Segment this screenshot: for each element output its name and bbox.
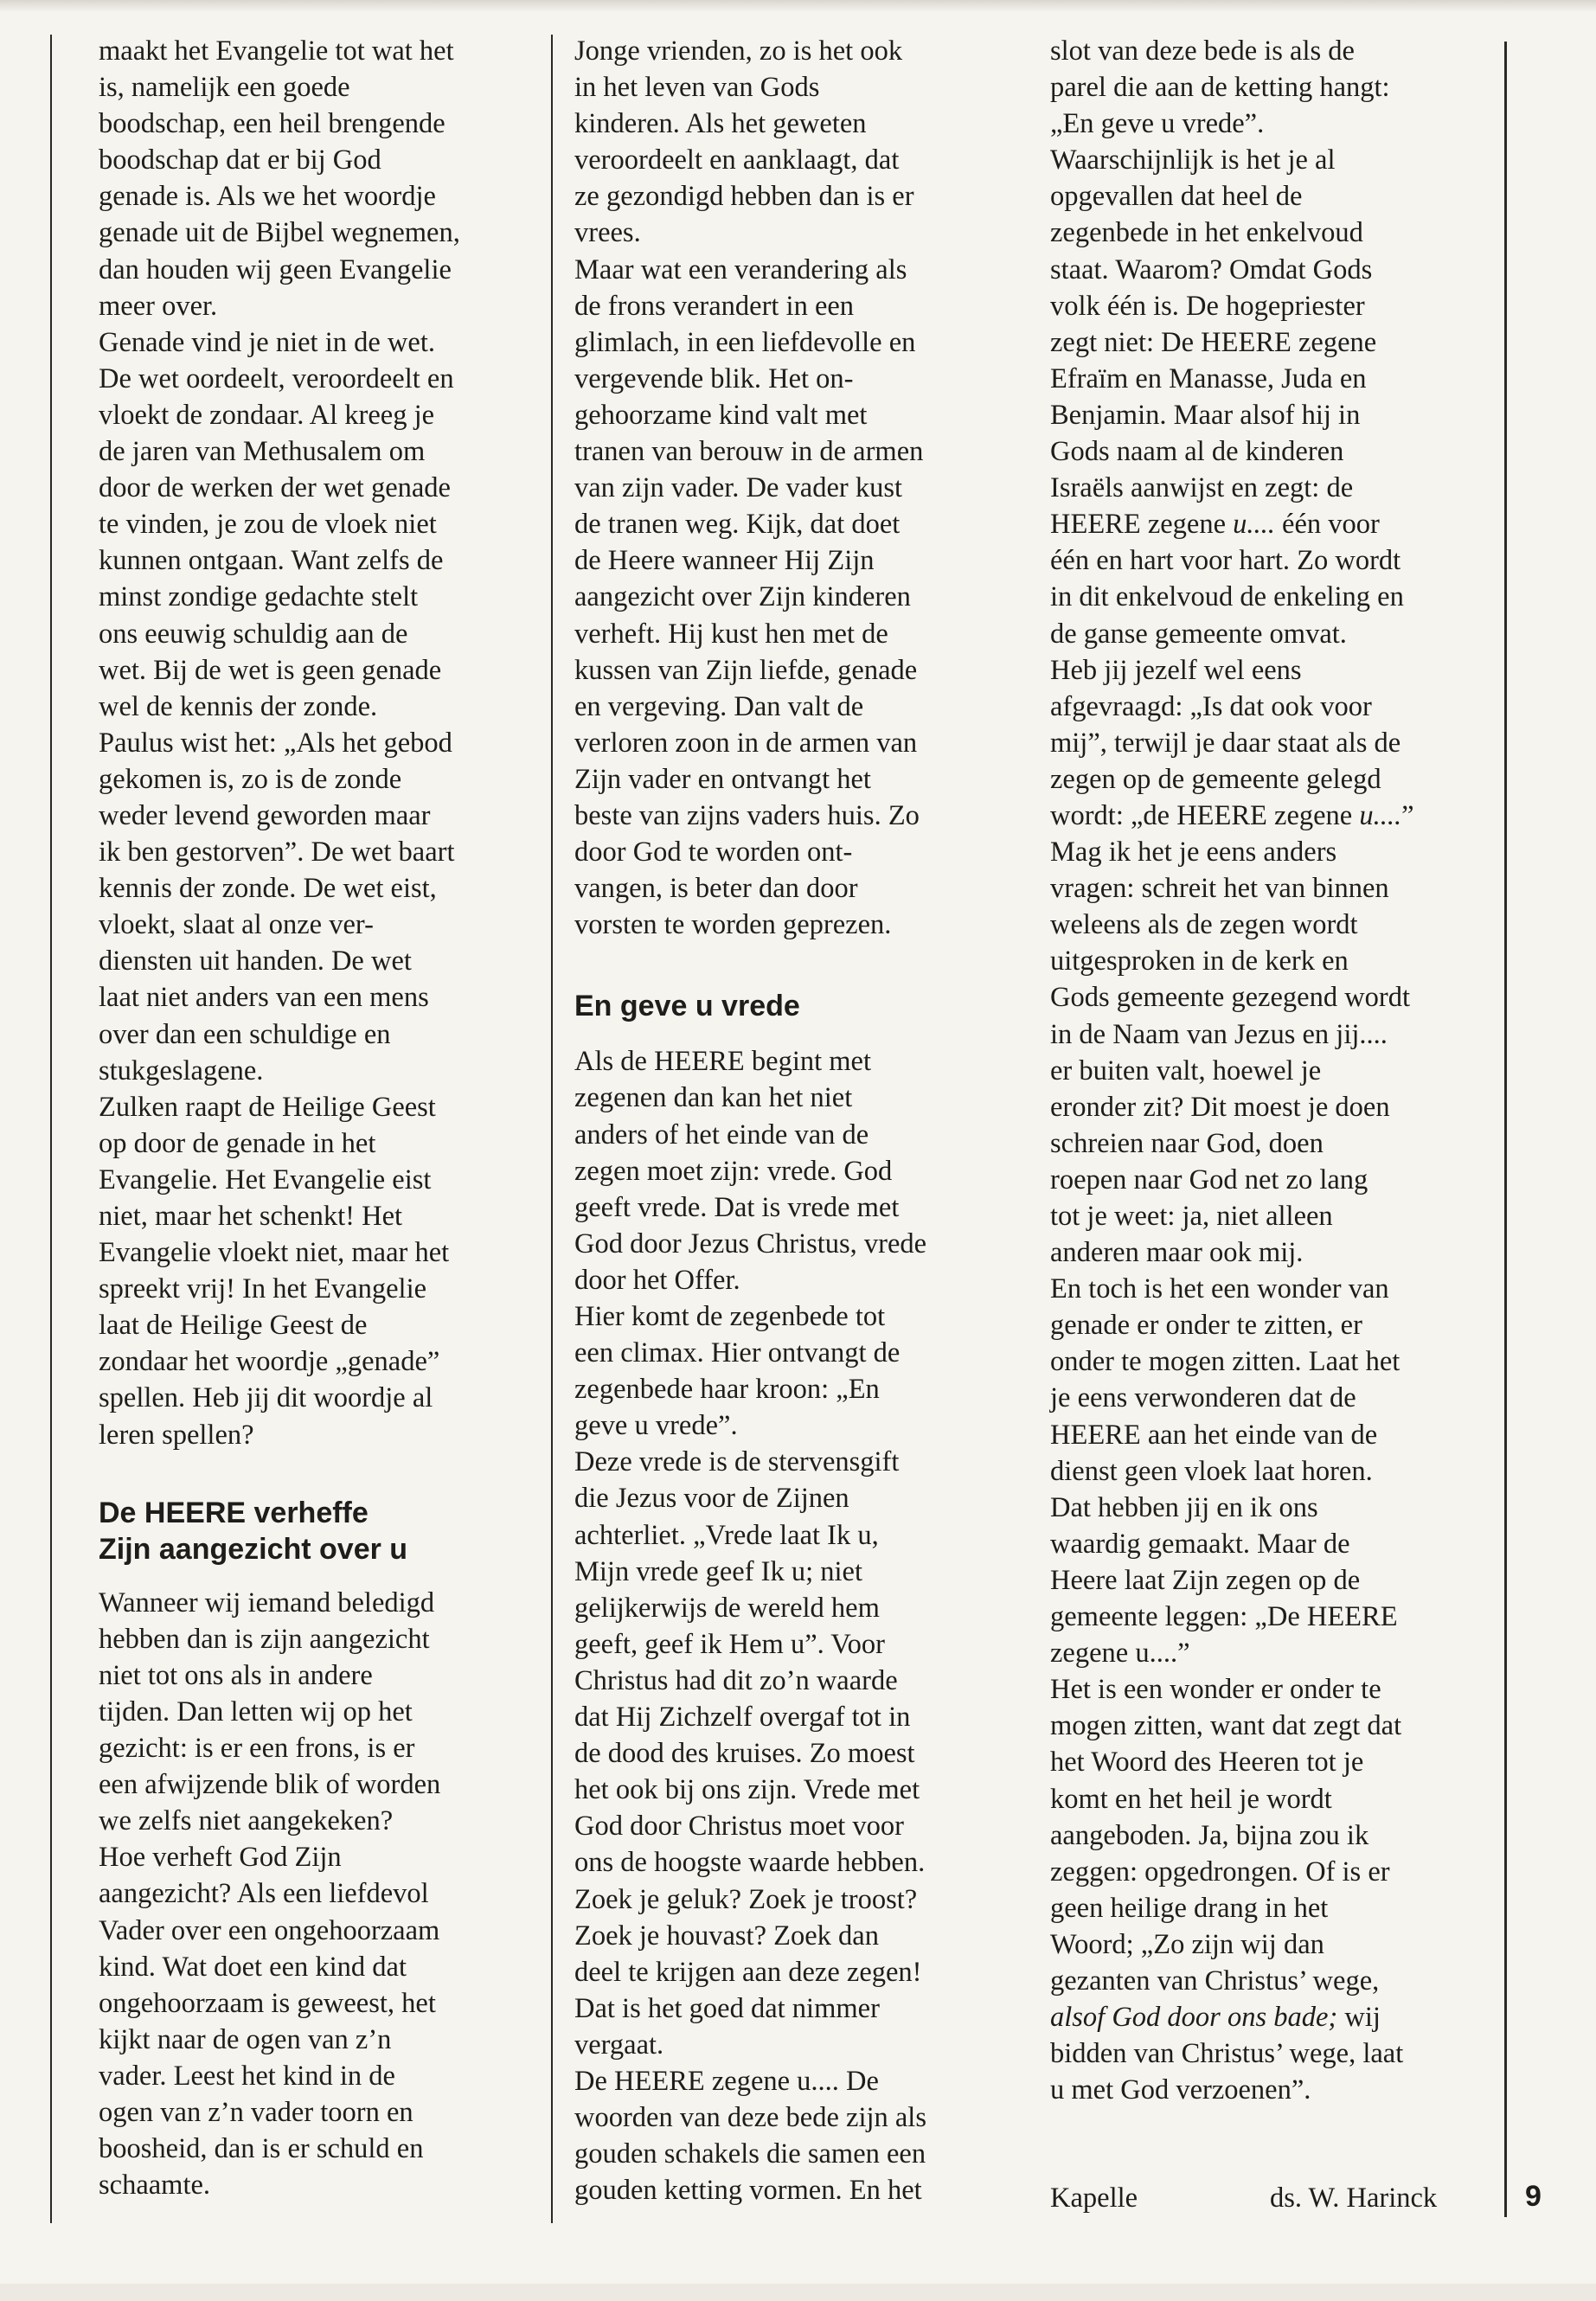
text-line: verloren zoon in de armen van <box>574 727 918 759</box>
section-heading: En geve u vrede <box>574 990 800 1023</box>
paragraph <box>574 1043 1007 1298</box>
text-line: God door Christus moet voor <box>574 1811 904 1843</box>
text-line: weleens als de zegen wordt <box>1050 909 1358 941</box>
text-line: alsof God door ons bade; wij <box>1050 2002 1381 2034</box>
text-line: „En geve u vrede”. <box>1050 108 1265 140</box>
text-line: de jaren van Methusalem om <box>99 436 426 468</box>
text-line: door de werken der wet genade <box>99 472 451 504</box>
text-line: genade uit de Bijbel wegnemen, <box>99 217 460 249</box>
paragraph <box>99 1839 531 2203</box>
text-line: je eens verwonderen dat de <box>1050 1382 1356 1414</box>
paragraph <box>1050 652 1483 834</box>
text-line: zegenbede in het enkelvoud <box>1050 217 1363 249</box>
text-line: de dood des kruises. Zo moest <box>574 1738 915 1770</box>
text-line: mogen zitten, want dat zegt dat <box>1050 1710 1402 1742</box>
text-line: Hier komt de zegenbede tot <box>574 1301 886 1332</box>
text-line: staat. Waarom? Omdat Gods <box>1050 253 1373 285</box>
text-line: tot je weet: ja, niet alleen <box>1050 1201 1333 1232</box>
text-line: kijkt naar de ogen van z’n <box>99 2023 392 2055</box>
text-line: diensten uit handen. De wet <box>99 945 412 977</box>
text-line: vangen, is beter dan door <box>574 873 858 905</box>
text-line: Vader over een ongehoorzaam <box>99 1914 440 1946</box>
paragraph <box>574 2063 1007 2208</box>
text-line: beste van zijns vaders huis. Zo <box>574 799 920 831</box>
paragraph <box>1050 33 1483 142</box>
text-line: laat niet anders van een mens <box>99 982 429 1014</box>
text-line: ongehoorzaam is geweest, het <box>99 1987 436 2019</box>
text-line: kunnen ontgaan. Want zelfs de <box>99 545 444 577</box>
text-line: geeft, geef ik Hem u”. Voor <box>574 1628 885 1660</box>
text-line: Het is een wonder er onder te <box>1050 1674 1381 1706</box>
text-line: maakt het Evangelie tot wat het <box>99 35 454 67</box>
text-line: één en hart voor hart. Zo wordt <box>1050 545 1401 577</box>
paragraph <box>1050 1271 1483 1671</box>
text-line: het Woord des Heeren tot je <box>1050 1747 1364 1779</box>
text-line: De HEERE zegene u.... De <box>574 2065 879 2097</box>
text-line: kinderen. Als het geweten <box>574 108 867 140</box>
text-line: HEERE aan het einde van de <box>1050 1419 1378 1451</box>
text-line: en vergeving. Dan valt de <box>574 690 864 722</box>
text-line: volk één is. De hogepriester <box>1050 290 1365 322</box>
text-line: geve u vrede”. <box>574 1410 738 1442</box>
text-line: de tranen weg. Kijk, dat doet <box>574 509 901 541</box>
text-line: Israëls aanwijst en zegt: de <box>1050 472 1354 504</box>
text-line: Maar wat een verandering als <box>574 253 907 285</box>
text-line: vader. Leest het kind in de <box>99 2060 395 2092</box>
text-line: Zoek je houvast? Zoek dan <box>574 1920 879 1952</box>
paragraph <box>99 1585 531 1840</box>
paragraph <box>574 1444 1007 2063</box>
paragraph <box>1050 834 1483 1271</box>
text-line: Waarschijnlijk is het je al <box>1050 144 1336 176</box>
text-line: kussen van Zijn liefde, genade <box>574 654 918 686</box>
text-line: Gods gemeente gezegend wordt <box>1050 982 1411 1014</box>
text-line: eronder zit? Dit moest je doen <box>1050 1091 1390 1123</box>
text-line: zondaar het woordje „genade” <box>99 1346 440 1378</box>
text-line: dan houden wij geen Evangelie <box>99 253 452 285</box>
text-line: in het leven van Gods <box>574 72 820 104</box>
text-line: Dat is het goed dat nimmer <box>574 1992 880 2024</box>
text-line: meer over. <box>99 290 218 322</box>
text-line: Wanneer wij iemand beledigd <box>99 1586 435 1618</box>
text-line: spellen. Heb jij dit woordje al <box>99 1382 433 1414</box>
text-line: gehoorzame kind valt met <box>574 399 868 431</box>
text-line: minst zondige gedachte stelt <box>99 581 419 613</box>
text-line: geen heilige drang in het <box>1050 1892 1329 1924</box>
text-line: gezicht: is er een frons, is er <box>99 1733 415 1765</box>
text-line: anders of het einde van de <box>574 1118 869 1150</box>
text-line: veroordeelt en aanklaagt, dat <box>574 144 900 176</box>
text-line: deel te krijgen aan deze zegen! <box>574 1956 922 1988</box>
text-line: boosheid, dan is er schuld en <box>99 2133 424 2165</box>
text-line: aangezicht over Zijn kinderen <box>574 581 911 613</box>
text-line: kind. Wat doet een kind dat <box>99 1951 407 1983</box>
text-line: hebben dan is zijn aangezicht <box>99 1623 430 1655</box>
text-line: onder te mogen zitten. Laat het <box>1050 1346 1401 1378</box>
text-line: Genade vind je niet in de wet. <box>99 326 435 358</box>
text-line: verheft. Hij kust hen met de <box>574 618 888 650</box>
text-line: u met God verzoenen”. <box>1050 2074 1311 2106</box>
text-line: van zijn vader. De vader kust <box>574 472 903 504</box>
text-line: Heb jij jezelf wel eens <box>1050 654 1302 686</box>
text-line: vergevende blik. Het on- <box>574 362 854 394</box>
page-bottom-edge <box>0 2284 1596 2301</box>
paragraph <box>99 324 531 1089</box>
text-line: gelijkerwijs de wereld hem <box>574 1592 880 1624</box>
text-line: Mijn vrede geef Ik u; niet <box>574 1555 863 1587</box>
text-line: komt en het heil je wordt <box>1050 1783 1332 1815</box>
text-line: door het Offer. <box>574 1264 740 1296</box>
column-divider-rule <box>551 35 553 2223</box>
text-line: Als de HEERE begint met <box>574 1046 871 1078</box>
text-line: gemeente leggen: „De HEERE <box>1050 1601 1398 1633</box>
text-line: aangezicht? Als een liefdevol <box>99 1878 429 1910</box>
text-line: zegenbede haar kroon: „En <box>574 1374 880 1406</box>
text-line: Heere laat Zijn zegen op de <box>1050 1564 1361 1596</box>
text-line: Benjamin. Maar alsof hij in <box>1050 399 1361 431</box>
text-line: Evangelie. Het Evangelie eist <box>99 1163 432 1195</box>
paragraph <box>574 252 1007 944</box>
text-line: anderen maar ook mij. <box>1050 1237 1304 1269</box>
text-line: mij”, terwijl je daar staat als de <box>1050 727 1401 759</box>
text-line: op door de genade in het <box>99 1127 376 1159</box>
text-line: vloekt de zondaar. Al kreeg je <box>99 399 435 431</box>
text-line: zeggen: opgedrongen. Of is er <box>1050 1856 1390 1888</box>
text-line: HEERE zegene u.... één voor <box>1050 509 1380 541</box>
text-line: niet tot ons als in andere <box>99 1659 373 1691</box>
text-line: wel de kennis der zonde. <box>99 690 378 722</box>
text-line: ze gezondigd hebben dan is er <box>574 181 914 213</box>
text-line: Dat hebben jij en ik ons <box>1050 1491 1318 1523</box>
text-line: Zoek je geluk? Zoek je troost? <box>574 1883 918 1915</box>
text-line: opgevallen dat heel de <box>1050 181 1303 213</box>
text-line: genade is. Als we het woordje <box>99 181 436 213</box>
text-line: stukgeslagene. <box>99 1054 264 1086</box>
text-line: ons eeuwig schuldig aan de <box>99 618 408 650</box>
text-line: dat Hij Zichzelf overgaf tot in <box>574 1702 911 1734</box>
text-line: door God te worden ont- <box>574 836 853 868</box>
text-line: Hoe verheft God Zijn <box>99 1842 342 1874</box>
text-line: aangeboden. Ja, bijna zou ik <box>1050 1819 1369 1851</box>
text-line: genade er onder te zitten, er <box>1050 1310 1362 1342</box>
text-line: Jonge vrienden, zo is het ook <box>574 35 903 67</box>
paragraph <box>1050 1671 1483 2108</box>
text-line: wet. Bij de wet is geen genade <box>99 654 442 686</box>
left-margin-rule <box>50 35 52 2223</box>
text-line: te vinden, je zou de vloek niet <box>99 509 437 541</box>
text-line: boodschap dat er bij God <box>99 144 381 176</box>
text-line: En toch is het een wonder van <box>1050 1273 1389 1305</box>
text-line: Deze vrede is de stervensgift <box>574 1446 900 1478</box>
text-line: weder levend geworden maar <box>99 799 431 831</box>
text-line: tijden. Dan letten wij op het <box>99 1695 413 1727</box>
text-line: Woord; „Zo zijn wij dan <box>1050 1928 1324 1960</box>
text-line: roepen naar God net zo lang <box>1050 1163 1368 1195</box>
text-line: boodschap, een heil brengende <box>99 108 445 140</box>
text-line: Zulken raapt de Heilige Geest <box>99 1091 436 1123</box>
text-line: spreekt vrij! In het Evangelie <box>99 1273 427 1305</box>
text-line: wordt: „de HEERE zegene u....” <box>1050 799 1414 831</box>
right-margin-rule <box>1504 42 1507 2217</box>
text-line: Christus had dit zo’n waarde <box>574 1664 898 1696</box>
text-line: zegen op de gemeente gelegd <box>1050 763 1381 795</box>
text-line: vragen: schreit het van binnen <box>1050 873 1389 905</box>
text-line: slot van deze bede is als de <box>1050 35 1355 67</box>
paragraph <box>99 1089 531 1453</box>
column-1 <box>99 33 531 2203</box>
text-line: waardig gemaakt. Maar de <box>1050 1528 1350 1560</box>
text-line: Gods naam al de kinderen <box>1050 436 1344 468</box>
text-line: die Jezus voor de Zijnen <box>574 1483 849 1515</box>
text-line: een afwijzende blik of worden <box>99 1769 441 1801</box>
text-line: ons de hoogste waarde hebben. <box>574 1847 926 1879</box>
paragraph <box>574 33 1007 252</box>
text-line: God door Jezus Christus, vrede <box>574 1227 927 1259</box>
text-line: woorden van deze bede zijn als <box>574 2102 926 2134</box>
text-line: parel die aan de ketting hangt: <box>1050 72 1390 104</box>
text-line: de Heere wanneer Hij Zijn <box>574 545 875 577</box>
text-line: achterliet. „Vrede laat Ik u, <box>574 1519 879 1551</box>
text-line: het ook bij ons zijn. Vrede met <box>574 1774 920 1806</box>
text-line: bidden van Christus’ wege, laat <box>1050 2038 1404 2070</box>
text-line: gouden ketting vormen. En het <box>574 2175 922 2207</box>
text-line: de ganse gemeente omvat. <box>1050 618 1347 650</box>
text-line: Zijn vader en ontvangt het <box>574 763 871 795</box>
text-line: leren spellen? <box>99 1419 254 1451</box>
text-line: gouden schakels die samen een <box>574 2138 926 2170</box>
text-line: in dit enkelvoud de enkeling en <box>1050 581 1404 613</box>
text-line: vergaat. <box>574 2029 664 2061</box>
text-line: zegenen dan kan het niet <box>574 1082 853 1114</box>
text-line: gezanten van Christus’ wege, <box>1050 1965 1380 1997</box>
text-line: vorsten te worden geprezen. <box>574 909 892 941</box>
text-line: we zelfs niet aangekeken? <box>99 1805 394 1837</box>
text-line: is, namelijk een goede <box>99 72 350 104</box>
text-line: schreien naar God, doen <box>1050 1127 1324 1159</box>
text-line: Efraïm en Manasse, Juda en <box>1050 362 1367 394</box>
text-line: Paulus wist het: „Als het gebod <box>99 727 452 759</box>
paragraph <box>99 33 531 324</box>
text-line: zegen moet zijn: vrede. God <box>574 1155 893 1187</box>
column-3 <box>1050 33 1483 2108</box>
text-line: er buiten valt, hoewel je <box>1050 1054 1322 1086</box>
text-line: de frons verandert in een <box>574 290 855 322</box>
text-line: over dan een schuldige en <box>99 1018 391 1050</box>
text-line: glimlach, in een liefdevolle en <box>574 326 916 358</box>
section-heading: De HEERE verheffe Zijn aangezicht over u <box>99 1496 408 1566</box>
text-line: laat de Heilige Geest de <box>99 1310 368 1342</box>
text-line: vloekt, slaat al onze ver- <box>99 909 374 941</box>
text-line: schaamte. <box>99 2170 211 2202</box>
text-line: niet, maar het schenkt! Het <box>99 1201 403 1232</box>
text-line: geeft vrede. Dat is vrede met <box>574 1191 900 1223</box>
page-top-shadow <box>0 0 1596 12</box>
text-line: ogen van z’n vader toorn en <box>99 2096 413 2128</box>
text-line: afgevraagd: „Is dat ook voor <box>1050 690 1372 722</box>
text-line: kennis der zonde. De wet eist, <box>99 873 437 905</box>
text-line: Mag ik het je eens anders <box>1050 836 1337 868</box>
text-line: een climax. Hier ontvangt de <box>574 1337 901 1369</box>
text-line: De wet oordeelt, veroordeelt en <box>99 362 454 394</box>
column-2 <box>574 33 1007 2208</box>
text-line: zegene u....” <box>1050 1638 1190 1670</box>
text-line: tranen van berouw in de armen <box>574 436 924 468</box>
paragraph <box>574 1298 1007 1444</box>
page-number: 9 <box>1525 2180 1542 2213</box>
text-line: ik ben gestorven”. De wet baart <box>99 836 455 868</box>
footer-author: ds. W. Harinck <box>1270 2182 1438 2214</box>
paragraph <box>1050 142 1483 651</box>
text-line: dienst geen vloek laat horen. <box>1050 1455 1373 1487</box>
footer-place: Kapelle <box>1050 2182 1138 2214</box>
text-line: gekomen is, zo is de zonde <box>99 763 402 795</box>
text-line: vrees. <box>574 217 641 249</box>
text-line: uitgesproken in de kerk en <box>1050 945 1349 977</box>
text-line: Evangelie vloekt niet, maar het <box>99 1237 450 1269</box>
text-line: in de Naam van Jezus en jij.... <box>1050 1018 1388 1050</box>
text-line: zegt niet: De HEERE zegene <box>1050 326 1377 358</box>
